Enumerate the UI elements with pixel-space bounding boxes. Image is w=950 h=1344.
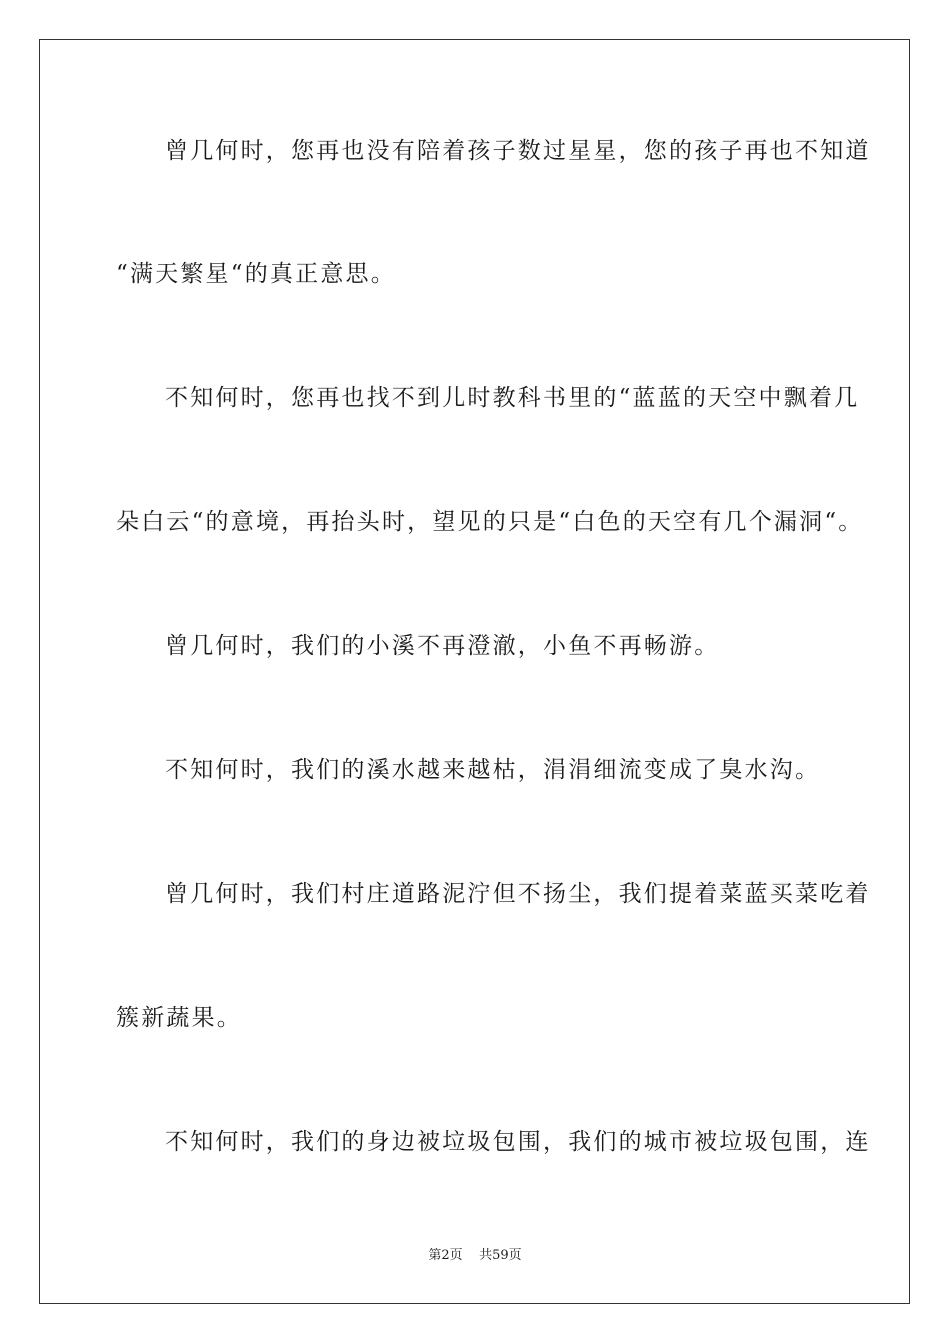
total-pages: 共59页	[479, 1248, 522, 1263]
paragraph-line: 曾几何时，我们村庄道路泥泞但不扬尘，我们提着菜蓝买菜吃着	[165, 881, 871, 907]
paragraph-line: 曾几何时，您再也没有陪着孩子数过星星，您的孩子再也不知道	[165, 138, 871, 164]
paragraph-line: 曾几何时，我们的小溪不再澄澈，小鱼不再畅游。	[165, 633, 720, 659]
paragraph-line: 不知何时，我们的溪水越来越枯，涓涓细流变成了臭水沟。	[165, 757, 821, 783]
paragraph-line: “满天繁星“的真正意思。	[116, 261, 396, 287]
paragraph-line: 朵白云“的意境，再抬头时，望见的只是“白色的天空有几个漏洞“。	[116, 509, 864, 535]
paragraph-line: 簇新蔬果。	[116, 1005, 242, 1031]
current-page-number: 第2页	[428, 1248, 463, 1263]
page-border	[39, 39, 910, 1304]
paragraph-line: 不知何时，您再也找不到儿时教科书里的“蓝蓝的天空中飘着几	[165, 385, 860, 411]
page-footer	[0, 1246, 950, 1266]
paragraph-line: 不知何时，我们的身边被垃圾包围，我们的城市被垃圾包围，连	[165, 1129, 871, 1155]
